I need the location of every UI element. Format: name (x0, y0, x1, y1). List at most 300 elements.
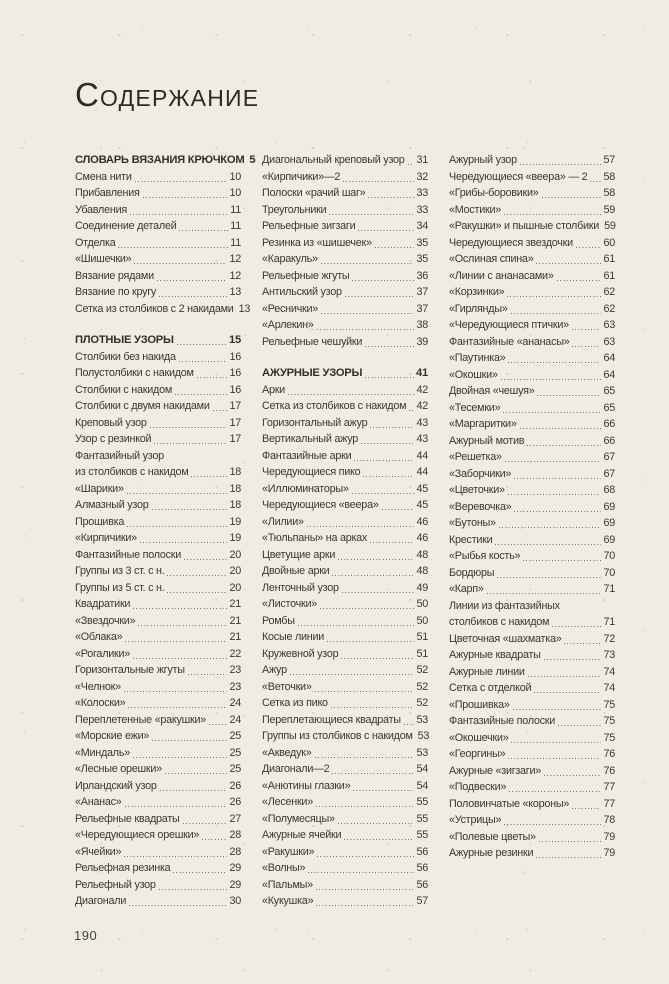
dotted-leader (508, 494, 602, 495)
toc-entry-page: 62 (603, 302, 615, 315)
dotted-leader (130, 214, 228, 215)
toc-entry-page: 69 (603, 500, 615, 513)
toc-entry-page: 52 (416, 664, 428, 676)
toc-entry-page: 49 (416, 581, 428, 594)
dotted-leader (298, 625, 415, 626)
dotted-leader (365, 346, 414, 347)
toc-entry (449, 301, 615, 318)
toc-entry (262, 893, 428, 910)
toc-entry (449, 268, 615, 285)
toc-entry (449, 235, 615, 252)
toc-entry-page: 29 (229, 878, 241, 891)
toc-entry-label: Ирландский узор (75, 779, 157, 792)
toc-entry-page: 42 (416, 400, 428, 412)
toc-entry-label: «Кукушка» (262, 895, 314, 907)
dotted-leader (354, 460, 414, 461)
toc-entry-page: 62 (603, 286, 615, 298)
toc-entry-label: Фантазийные полоски (449, 715, 556, 727)
toc-entry-label: Цветочная «шахматка» (449, 632, 562, 645)
toc-entry-label: «Рыбья кость» (449, 550, 521, 562)
toc-entry-page: 55 (416, 829, 428, 841)
toc-entry (449, 350, 615, 367)
toc-entry-label: «Устрицы» (449, 814, 502, 826)
dotted-leader (307, 526, 415, 527)
toc-entry-page: 38 (416, 319, 428, 331)
dotted-leader (154, 443, 227, 444)
dotted-leader (523, 560, 601, 561)
toc-entry-page: 53 (416, 746, 428, 759)
toc-entry-page: 65 (603, 401, 615, 414)
toc-entry-label: Ажурный мотив (449, 434, 525, 447)
toc-entry-page: 71 (603, 616, 615, 628)
toc-column-3 (449, 152, 615, 910)
toc-entry (75, 431, 241, 448)
dotted-leader (191, 476, 227, 477)
toc-entry-page: 20 (229, 548, 241, 561)
toc-entry-page: 44 (416, 466, 428, 478)
dotted-leader (316, 806, 415, 807)
toc-entry-page: 37 (416, 286, 428, 298)
dotted-leader (513, 709, 602, 710)
toc-entry (449, 202, 615, 219)
toc-entry-page: 66 (603, 418, 615, 430)
toc-entry-label: Группы из столбиков с накидом (262, 730, 413, 742)
toc-entry-label: Диагональный креповый узор (262, 154, 405, 166)
dotted-leader (128, 707, 227, 708)
toc-entry-page: 34 (416, 220, 428, 232)
toc-entry (262, 563, 428, 580)
toc-entry-page: 21 (229, 614, 241, 627)
toc-entry-page: 26 (229, 796, 241, 808)
toc-entry (75, 530, 241, 547)
toc-entry-page: 77 (603, 797, 615, 810)
toc-entry-label: столбиков с накидом (449, 616, 550, 628)
dotted-leader (133, 658, 227, 659)
dotted-leader (316, 905, 414, 906)
toc-entry (75, 398, 241, 415)
toc-entry-label: Ленточный узор (262, 581, 339, 594)
toc-entry-label: «Иллюминаторы» (262, 482, 349, 495)
toc-entry (449, 367, 615, 384)
toc-entry-page: 68 (603, 484, 615, 496)
toc-entry-page: 56 (416, 878, 428, 891)
dotted-leader (537, 395, 601, 396)
dotted-leader (572, 808, 601, 809)
toc-entry-label: Рельефные зигзаги (262, 220, 356, 232)
dotted-leader (152, 740, 227, 741)
toc-entry-label: Рельефный узор (75, 878, 156, 891)
dotted-leader (539, 841, 602, 842)
toc-entry (449, 499, 615, 516)
toc-entry (75, 382, 241, 399)
dotted-leader (508, 758, 601, 759)
toc-entry-page: 20 (229, 581, 241, 594)
toc-entry-page: 45 (416, 499, 428, 511)
toc-entry (262, 860, 428, 877)
toc-entry-label: Группы из 5 ст. с н. (75, 581, 165, 594)
toc-entry-page: 60 (603, 236, 615, 249)
toc-entry-page: 28 (229, 829, 241, 841)
toc-entry (262, 662, 428, 679)
toc-entry-page: 63 (603, 319, 615, 331)
toc-entry (262, 398, 428, 415)
toc-entry-label: Рельефная резинка (75, 862, 171, 874)
toc-entry-label: Сетка из пико (262, 697, 328, 709)
dotted-leader (501, 379, 602, 380)
toc-entry-label: «Ячейки» (75, 845, 122, 858)
toc-entry (449, 416, 615, 433)
toc-entry-label: Сетка из столбиков с 2 накидами (75, 302, 234, 315)
toc-entry-label: Ажурные линии (449, 665, 525, 678)
toc-section-page: 41 (416, 367, 428, 379)
toc-entry (262, 235, 428, 252)
dotted-leader (375, 247, 415, 248)
dotted-leader (503, 412, 601, 413)
dotted-leader (552, 626, 601, 627)
dotted-leader (576, 247, 602, 248)
folio-page-number: 190 (74, 928, 98, 943)
toc-entry-page: 25 (229, 730, 241, 742)
toc-entry-label: «Тесемки» (449, 401, 501, 414)
toc-entry-label: из столбиков с накидом (75, 466, 189, 478)
toc-entry (449, 713, 615, 730)
dotted-leader (125, 641, 227, 642)
toc-entry (449, 400, 615, 417)
toc-entry-label: «Миндаль» (75, 746, 130, 759)
dotted-leader (382, 509, 415, 510)
toc-entry (75, 464, 241, 481)
toc-entry-label: Ажурный узор (449, 154, 517, 166)
dotted-leader (363, 476, 414, 477)
dotted-leader (159, 889, 228, 890)
toc-entry-label: «Гирлянды» (449, 302, 508, 315)
toc-entry-label: «Полумесяцы» (262, 812, 335, 825)
toc-entry (262, 761, 428, 778)
toc-entry-label: «Карп» (449, 583, 484, 595)
toc-entry (75, 365, 241, 382)
toc-entry-label: «Заборчики» (449, 467, 512, 480)
dotted-leader (358, 230, 414, 231)
dotted-leader (134, 263, 227, 264)
toc-entry-label: Резинка из «шишечек» (262, 236, 372, 249)
toc-entry (75, 877, 241, 894)
toc-entry (449, 317, 615, 334)
toc-entry-page: 16 (229, 383, 241, 396)
toc-section-header (75, 152, 256, 169)
toc-entry-page: 51 (416, 647, 428, 660)
toc-entry-page: 64 (603, 368, 615, 381)
toc-entry (75, 893, 241, 910)
dotted-leader (520, 428, 602, 429)
toc-entry-label: Вязание по кругу (75, 286, 157, 298)
toc-entry-label: Чередующиеся пико (262, 466, 361, 478)
toc-entry (262, 169, 428, 186)
toc-entry (75, 448, 241, 465)
toc-entry-page: 27 (229, 812, 241, 825)
dotted-leader (165, 773, 228, 774)
dotted-leader (183, 823, 228, 824)
dotted-leader (140, 542, 228, 543)
toc-entry-page: 53 (416, 713, 428, 726)
toc-section-label: ПЛОТНЫЕ УЗОРЫ (75, 334, 174, 346)
toc-entry-page: 54 (416, 763, 428, 775)
dotted-leader (177, 344, 227, 345)
toc-section-page: 5 (249, 154, 256, 166)
toc-entry-page: 71 (603, 583, 615, 595)
toc-entry (75, 613, 241, 630)
dotted-leader (508, 362, 601, 363)
toc-entry-label: «Акведук» (262, 746, 312, 759)
toc-entry-label: «Окошки» (449, 368, 498, 381)
toc-entry-label: «Волны» (262, 862, 306, 874)
toc-entry-page: 75 (603, 715, 615, 727)
dotted-leader (127, 526, 227, 527)
toc-entry (449, 664, 615, 681)
toc-entry (449, 334, 615, 351)
dotted-leader (167, 592, 227, 593)
dotted-leader (345, 296, 415, 297)
toc-entry-label: «Шишечки» (75, 253, 132, 265)
toc-entry-label: «Ослиная спина» (449, 253, 534, 265)
toc-entry-label: «Бутоны» (449, 517, 496, 529)
toc-entry-label: Фантазийный узор (75, 449, 164, 462)
toc-entry-page: 45 (416, 482, 428, 495)
toc-entry-page: 69 (603, 533, 615, 546)
toc-entry-page: 37 (416, 302, 428, 315)
toc-entry (449, 812, 615, 829)
toc-entry (262, 728, 428, 745)
toc-entry (75, 794, 241, 811)
toc-entry-label: «Листочки» (262, 598, 317, 610)
toc-entry (449, 680, 615, 697)
toc-entry (262, 415, 428, 432)
dotted-leader (497, 577, 601, 578)
dotted-leader (511, 742, 601, 743)
toc-entry (262, 794, 428, 811)
toc-entry-page: 50 (416, 598, 428, 610)
dotted-leader (558, 725, 601, 726)
toc-entry (75, 580, 241, 597)
dotted-leader (338, 823, 415, 824)
toc-entry-label: «Каракуль» (262, 253, 318, 265)
toc-entry-label: Кружевной узор (262, 647, 339, 660)
toc-entry (262, 301, 428, 318)
toc-entry (262, 778, 428, 795)
toc-entry-label: Треугольники (262, 203, 327, 216)
toc-entry-label: «Окошечки» (449, 731, 509, 744)
dotted-leader (209, 724, 227, 725)
toc-entry-label: «Кирпичики»—2 (262, 170, 341, 183)
toc-entry (75, 728, 241, 745)
dotted-leader (118, 247, 228, 248)
dotted-leader (316, 889, 415, 890)
toc-entry-page: 43 (416, 433, 428, 445)
toc-entry (262, 580, 428, 597)
dotted-leader (504, 824, 601, 825)
toc-entry-label: Столбики без накида (75, 350, 176, 363)
dotted-leader (505, 461, 602, 462)
dotted-leader (590, 181, 601, 182)
toc-entry-page: 24 (229, 713, 241, 726)
toc-entry-label: Квадратики (75, 598, 131, 610)
toc-entry-page: 18 (229, 499, 241, 511)
toc-entry-label: Полустолбики с накидом (75, 367, 194, 379)
dotted-leader (290, 674, 415, 675)
toc-entry-label: Бордюры (449, 566, 495, 579)
toc-entry (75, 629, 241, 646)
toc-entry-label: Фантазийные «ананасы» (449, 335, 570, 348)
toc-entry-page: 67 (603, 467, 615, 480)
toc-entry-page: 13 (229, 286, 241, 298)
toc-entry-label: «Звездочки» (75, 614, 136, 627)
toc-entry-label: Сетка с отделкой (449, 682, 532, 694)
toc-entry (262, 827, 428, 844)
toc-entry-label: Рельефные квадраты (75, 812, 180, 825)
toc-entry (449, 829, 615, 846)
toc-entry-label: Фантазийные полоски (75, 548, 182, 561)
toc-entry-page: 55 (416, 812, 428, 825)
toc-entry-label: Столбики с двумя накидами (75, 400, 210, 412)
dotted-leader (332, 575, 414, 576)
toc-entry (75, 761, 241, 778)
toc-entry (75, 514, 241, 531)
toc-entry (449, 532, 615, 549)
toc-entry-label: «Полевые цветы» (449, 830, 536, 843)
toc-entry (75, 185, 241, 202)
toc-entry-page: 76 (603, 764, 615, 777)
toc-entry-label: Чередующиеся «веера» (262, 499, 379, 511)
toc-entry-label: Переплетенные «ракушки» (75, 713, 207, 726)
dotted-leader (179, 361, 228, 362)
toc-entry-page: 29 (229, 862, 241, 874)
toc-entry (75, 811, 241, 828)
toc-entry-page: 53 (417, 730, 430, 742)
toc-entry-page: 61 (603, 269, 615, 282)
dotted-leader (202, 839, 227, 840)
dotted-leader (143, 197, 228, 198)
toc-entry-page: 18 (229, 482, 241, 495)
toc-entry-page: 22 (229, 647, 241, 660)
toc-entry-page: 79 (603, 847, 615, 859)
dotted-leader (341, 658, 414, 659)
toc-entry-page: 50 (416, 614, 428, 627)
toc-section-header (75, 332, 241, 349)
toc-entry-page: 58 (603, 170, 615, 183)
toc-entry (449, 746, 615, 763)
toc-entry-page: 11 (230, 236, 241, 249)
toc-entry-page: 64 (603, 352, 615, 364)
toc-entry-page: 59 (604, 220, 616, 232)
toc-entry (449, 466, 615, 483)
toc-entry-label: Линии из фантазийных (449, 599, 560, 612)
toc-entry-label: «Колоски» (75, 697, 126, 709)
toc-column-1 (75, 152, 256, 910)
toc-entry (449, 730, 615, 747)
toc-entry-page: 13 (238, 302, 251, 315)
toc-entry-page: 17 (229, 416, 241, 429)
toc-entry-page: 43 (416, 416, 428, 429)
toc-entry-page: 25 (229, 746, 241, 759)
toc-entry-page: 28 (229, 845, 241, 858)
toc-entry-page: 54 (416, 779, 428, 792)
toc-entry-label: Смена нити (75, 170, 132, 183)
toc-entry (262, 811, 428, 828)
toc-entry-page: 58 (603, 187, 615, 199)
toc-entry-page: 36 (416, 269, 428, 282)
page-title: СОДЕРЖАНИЕ (75, 76, 260, 113)
toc-entry-label: «Георгины» (449, 748, 506, 760)
toc-entry-label: Горизонтальные жгуты (75, 664, 185, 676)
dotted-leader (528, 676, 602, 677)
toc-entry-label: «Челнок» (75, 680, 121, 693)
toc-entry-page: 56 (416, 845, 428, 858)
dotted-leader (184, 559, 227, 560)
toc-entry-label: Ажур (262, 664, 287, 676)
toc-entry-label: Цветущие арки (262, 548, 336, 561)
toc-entry-label: «Пальмы» (262, 878, 313, 891)
toc-entry (262, 695, 428, 712)
toc-entry-page: 67 (603, 451, 615, 463)
toc-entry-label: Половинчатые «короны» (449, 797, 570, 810)
toc-entry-label: Двойная «чешуя» (449, 385, 535, 397)
toc-entry (449, 845, 615, 862)
toc-entry-page: 70 (603, 566, 615, 579)
dotted-leader (213, 410, 228, 411)
toc-entry-label: Прошивка (75, 515, 125, 528)
toc-entry-page: 61 (603, 253, 615, 265)
dotted-leader (317, 856, 414, 857)
toc-entry-label: Чередующиеся «веера» — 2 (449, 170, 588, 183)
toc-entry (75, 218, 241, 235)
toc-entry-label: «Ракушки» и пышные столбики (449, 220, 600, 232)
toc-entry-page: 70 (603, 550, 615, 562)
dotted-leader (507, 296, 601, 297)
toc-entry (262, 613, 428, 630)
toc-entry (75, 695, 241, 712)
toc-entry-label: «Ананас» (75, 796, 122, 808)
toc-entry-page: 57 (416, 895, 428, 907)
toc-entry (449, 796, 615, 813)
dotted-leader (317, 329, 415, 330)
dotted-leader (514, 511, 601, 512)
toc-entry-label: «Анютины глазки» (262, 779, 351, 792)
toc-entry-page: 23 (229, 680, 241, 693)
toc-entry (75, 284, 241, 301)
toc-entry-page: 20 (229, 565, 241, 577)
toc-entry-page: 19 (229, 515, 241, 528)
dotted-leader (315, 757, 415, 758)
toc-entry (449, 614, 615, 631)
toc-entry-page: 69 (603, 517, 615, 529)
dotted-leader (352, 280, 414, 281)
toc-entry (262, 218, 428, 235)
toc-entry-label: Убавления (75, 203, 127, 216)
toc-entry-page: 39 (416, 335, 428, 348)
toc-entry-label: Ажурные резинки (449, 847, 534, 859)
toc-entry-label: Переплетающиеся квадраты (262, 713, 401, 726)
dotted-leader (344, 839, 414, 840)
dotted-leader (150, 427, 228, 428)
toc-entry-label: «Реснички» (262, 302, 319, 315)
toc-entry-page: 55 (416, 796, 428, 808)
dotted-leader (167, 575, 227, 576)
toc-entry (262, 844, 428, 861)
toc-entry (449, 598, 615, 615)
dotted-leader (308, 872, 414, 873)
dotted-leader (404, 724, 415, 725)
toc-entry-label: Отделка (75, 236, 116, 249)
dotted-leader (159, 296, 227, 297)
